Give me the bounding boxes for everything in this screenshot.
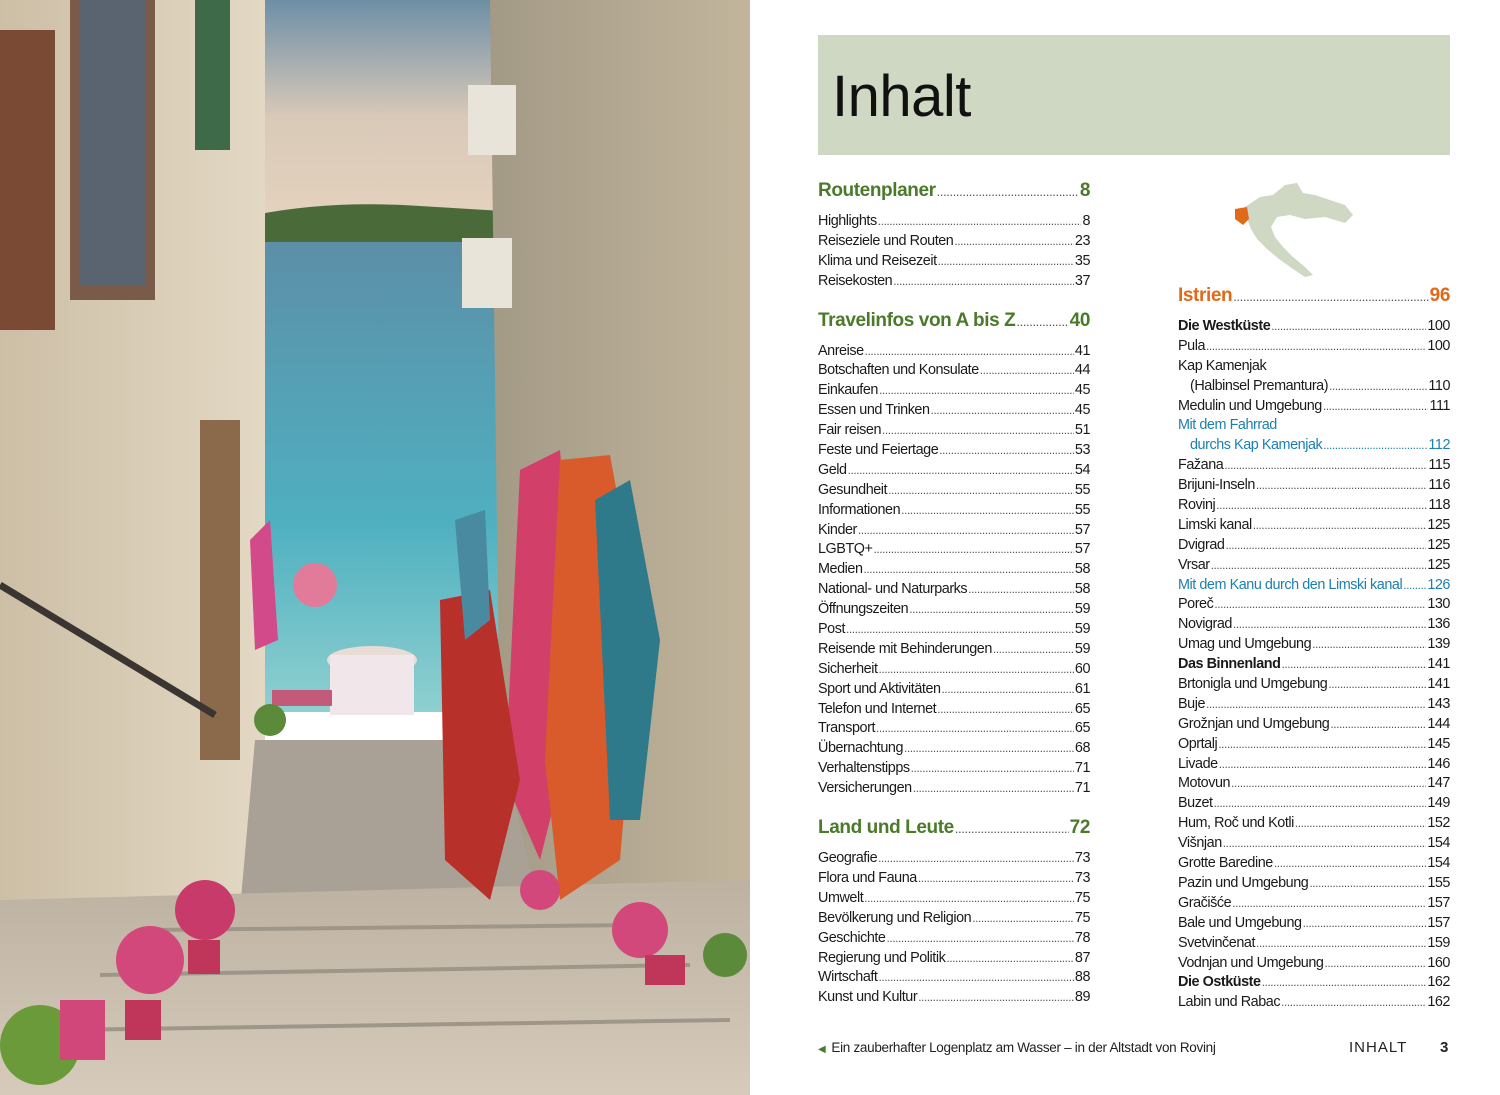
toc-entry[interactable]: Bevölkerung und Religion ..... 75 bbox=[818, 909, 1090, 929]
toc-section-heading[interactable]: Land und Leute ..... 72 bbox=[818, 817, 1090, 843]
toc-entry[interactable]: Grotte Baredine ..... 154 bbox=[1178, 854, 1450, 874]
toc-section-heading[interactable]: Travelinfos von A bis Z ..... 40 bbox=[818, 310, 1090, 336]
toc-entry[interactable]: Bale und Umgebung ..... 157 bbox=[1178, 914, 1450, 934]
toc-entry[interactable]: Fažana ..... 115 bbox=[1178, 456, 1450, 476]
toc-entry[interactable]: Geld ..... 54 bbox=[818, 461, 1090, 481]
toc-entry[interactable]: Pula ..... 100 bbox=[1178, 337, 1450, 357]
toc-entry[interactable]: Übernachtung ..... 68 bbox=[818, 739, 1090, 759]
toc-entry[interactable]: Brtonigla und Umgebung ..... 141 bbox=[1178, 675, 1450, 695]
toc-subsection-entry[interactable]: Die Westküste ..... 100 bbox=[1178, 317, 1450, 337]
toc-entry[interactable]: Limski kanal ..... 125 bbox=[1178, 516, 1450, 536]
toc-entry[interactable]: Geografie ..... 73 bbox=[818, 849, 1090, 869]
toc-entry[interactable]: Transport ..... 65 bbox=[818, 719, 1090, 739]
toc-subsection-entry[interactable]: Die Ostküste ..... 162 bbox=[1178, 973, 1450, 993]
caret-left-icon: ◀ bbox=[818, 1044, 826, 1055]
toc-entry[interactable]: Sicherheit ..... 60 bbox=[818, 660, 1090, 680]
toc-entry[interactable]: Kap Kamenjak bbox=[1178, 357, 1267, 374]
toc-entry[interactable]: Einkaufen ..... 45 bbox=[818, 381, 1090, 401]
photo-caption: ◀ Ein zauberhafter Logenplatz am Wasser – in der Altstadt von Rovinj bbox=[818, 1040, 1216, 1055]
toc-entry[interactable]: Sport und Aktivitäten ..... 61 bbox=[818, 680, 1090, 700]
toc-entry[interactable]: Fair reisen ..... 51 bbox=[818, 421, 1090, 441]
toc-entry[interactable]: Reiseziele und Routen ..... 23 bbox=[818, 232, 1090, 252]
toc-entry[interactable]: Versicherungen ..... 71 bbox=[818, 779, 1090, 799]
toc-entry[interactable]: Reisende mit Behinderungen ..... 59 bbox=[818, 640, 1090, 660]
toc-entry[interactable]: Labin und Rabac ..... 162 bbox=[1178, 993, 1450, 1013]
toc-entry[interactable]: Medien ..... 58 bbox=[818, 560, 1090, 580]
toc-entry[interactable]: Hum, Roč und Kotli ..... 152 bbox=[1178, 814, 1450, 834]
toc-entry[interactable]: Gesundheit ..... 55 bbox=[818, 481, 1090, 501]
istria-highlight bbox=[1235, 207, 1249, 225]
toc-entry[interactable]: Feste und Feiertage ..... 53 bbox=[818, 441, 1090, 461]
toc-tour-entry[interactable]: durchs Kap Kamenjak ..... 112 bbox=[1178, 436, 1450, 456]
toc-entry[interactable]: Umwelt ..... 75 bbox=[818, 889, 1090, 909]
toc-entry[interactable]: Regierung und Politik ..... 87 bbox=[818, 949, 1090, 969]
page-title: Inhalt bbox=[832, 64, 971, 129]
toc-entry[interactable]: Post ..... 59 bbox=[818, 620, 1090, 640]
toc-tour-entry[interactable]: Mit dem Fahrrad bbox=[1178, 417, 1277, 434]
toc-subsection-entry[interactable]: Das Binnenland ..... 141 bbox=[1178, 655, 1450, 675]
toc-entry[interactable]: LGBTQ+ ..... 57 bbox=[818, 540, 1090, 560]
toc-entry[interactable]: Buzet ..... 149 bbox=[1178, 794, 1450, 814]
toc-tour-entry[interactable]: Mit dem Kanu durch den Limski kanal ..... 126 bbox=[1178, 576, 1450, 596]
toc-entry[interactable]: Essen und Trinken ..... 45 bbox=[818, 401, 1090, 421]
toc-entry[interactable]: Rovinj ..... 118 bbox=[1178, 496, 1450, 516]
toc-entry[interactable]: Novigrad ..... 136 bbox=[1178, 615, 1450, 635]
toc-entry[interactable]: Livade ..... 146 bbox=[1178, 755, 1450, 775]
toc-entry[interactable]: Buje ..... 143 bbox=[1178, 695, 1450, 715]
toc-entry[interactable]: Verhaltenstipps ..... 71 bbox=[818, 759, 1090, 779]
toc-entry[interactable]: Oprtalj ..... 145 bbox=[1178, 735, 1450, 755]
toc-entry[interactable]: Informationen ..... 55 bbox=[818, 501, 1090, 521]
croatia-map-shape bbox=[1245, 183, 1353, 277]
toc-entry[interactable]: Motovun ..... 147 bbox=[1178, 774, 1450, 794]
toc-entry[interactable]: Anreise ..... 41 bbox=[818, 342, 1090, 362]
toc-section-heading[interactable]: Istrien ..... 96 bbox=[1178, 285, 1450, 311]
toc-right-column bbox=[1178, 285, 1450, 1013]
toc-entry[interactable]: Vodnjan und Umgebung ..... 160 bbox=[1178, 954, 1450, 974]
toc-entry[interactable]: Svetvinčenat ..... 159 bbox=[1178, 934, 1450, 954]
toc-entry[interactable]: Klima und Reisezeit ..... 35 bbox=[818, 252, 1090, 272]
toc-entry[interactable]: Vrsar ..... 125 bbox=[1178, 556, 1450, 576]
page-number: 3 bbox=[1440, 1039, 1449, 1056]
croatia-locator-map bbox=[1205, 175, 1355, 285]
toc-entry[interactable]: Umag und Umgebung ..... 139 bbox=[1178, 635, 1450, 655]
toc-entry[interactable]: Višnjan ..... 154 bbox=[1178, 834, 1450, 854]
toc-entry[interactable]: Dvigrad ..... 125 bbox=[1178, 536, 1450, 556]
toc-entry[interactable]: Kinder ..... 57 bbox=[818, 521, 1090, 541]
toc-entry[interactable]: Poreč ..... 130 bbox=[1178, 595, 1450, 615]
toc-entry[interactable]: Kunst und Kultur ..... 89 bbox=[818, 988, 1090, 1008]
running-footer-label: INHALT bbox=[1349, 1039, 1408, 1056]
toc-entry[interactable]: Wirtschaft ..... 88 bbox=[818, 968, 1090, 988]
toc-entry[interactable]: Medulin und Umgebung ..... 111 bbox=[1178, 397, 1450, 417]
toc-entry[interactable]: Highlights ..... 8 bbox=[818, 212, 1090, 232]
toc-entry[interactable]: (Halbinsel Premantura) ..... 110 bbox=[1178, 377, 1450, 397]
toc-entry[interactable]: Flora und Fauna ..... 73 bbox=[818, 869, 1090, 889]
toc-entry[interactable]: Reisekosten ..... 37 bbox=[818, 272, 1090, 292]
toc-entry[interactable]: Öffnungszeiten ..... 59 bbox=[818, 600, 1090, 620]
toc-entry[interactable]: Brijuni-Inseln ..... 116 bbox=[1178, 476, 1450, 496]
toc-entry[interactable]: Pazin und Umgebung ..... 155 bbox=[1178, 874, 1450, 894]
toc-entry[interactable]: National- und Naturparks ..... 58 bbox=[818, 580, 1090, 600]
toc-entry[interactable]: Grožnjan und Umgebung ..... 144 bbox=[1178, 715, 1450, 735]
toc-entry[interactable]: Botschaften und Konsulate ..... 44 bbox=[818, 361, 1090, 381]
toc-entry[interactable]: Gračišće ..... 157 bbox=[1178, 894, 1450, 914]
title-banner bbox=[818, 35, 1450, 155]
toc-section-heading[interactable]: Routenplaner ..... 8 bbox=[818, 180, 1090, 206]
toc-entry[interactable]: Telefon und Internet ..... 65 bbox=[818, 700, 1090, 720]
toc-entry[interactable]: Geschichte ..... 78 bbox=[818, 929, 1090, 949]
toc-left-column bbox=[818, 180, 1090, 1008]
